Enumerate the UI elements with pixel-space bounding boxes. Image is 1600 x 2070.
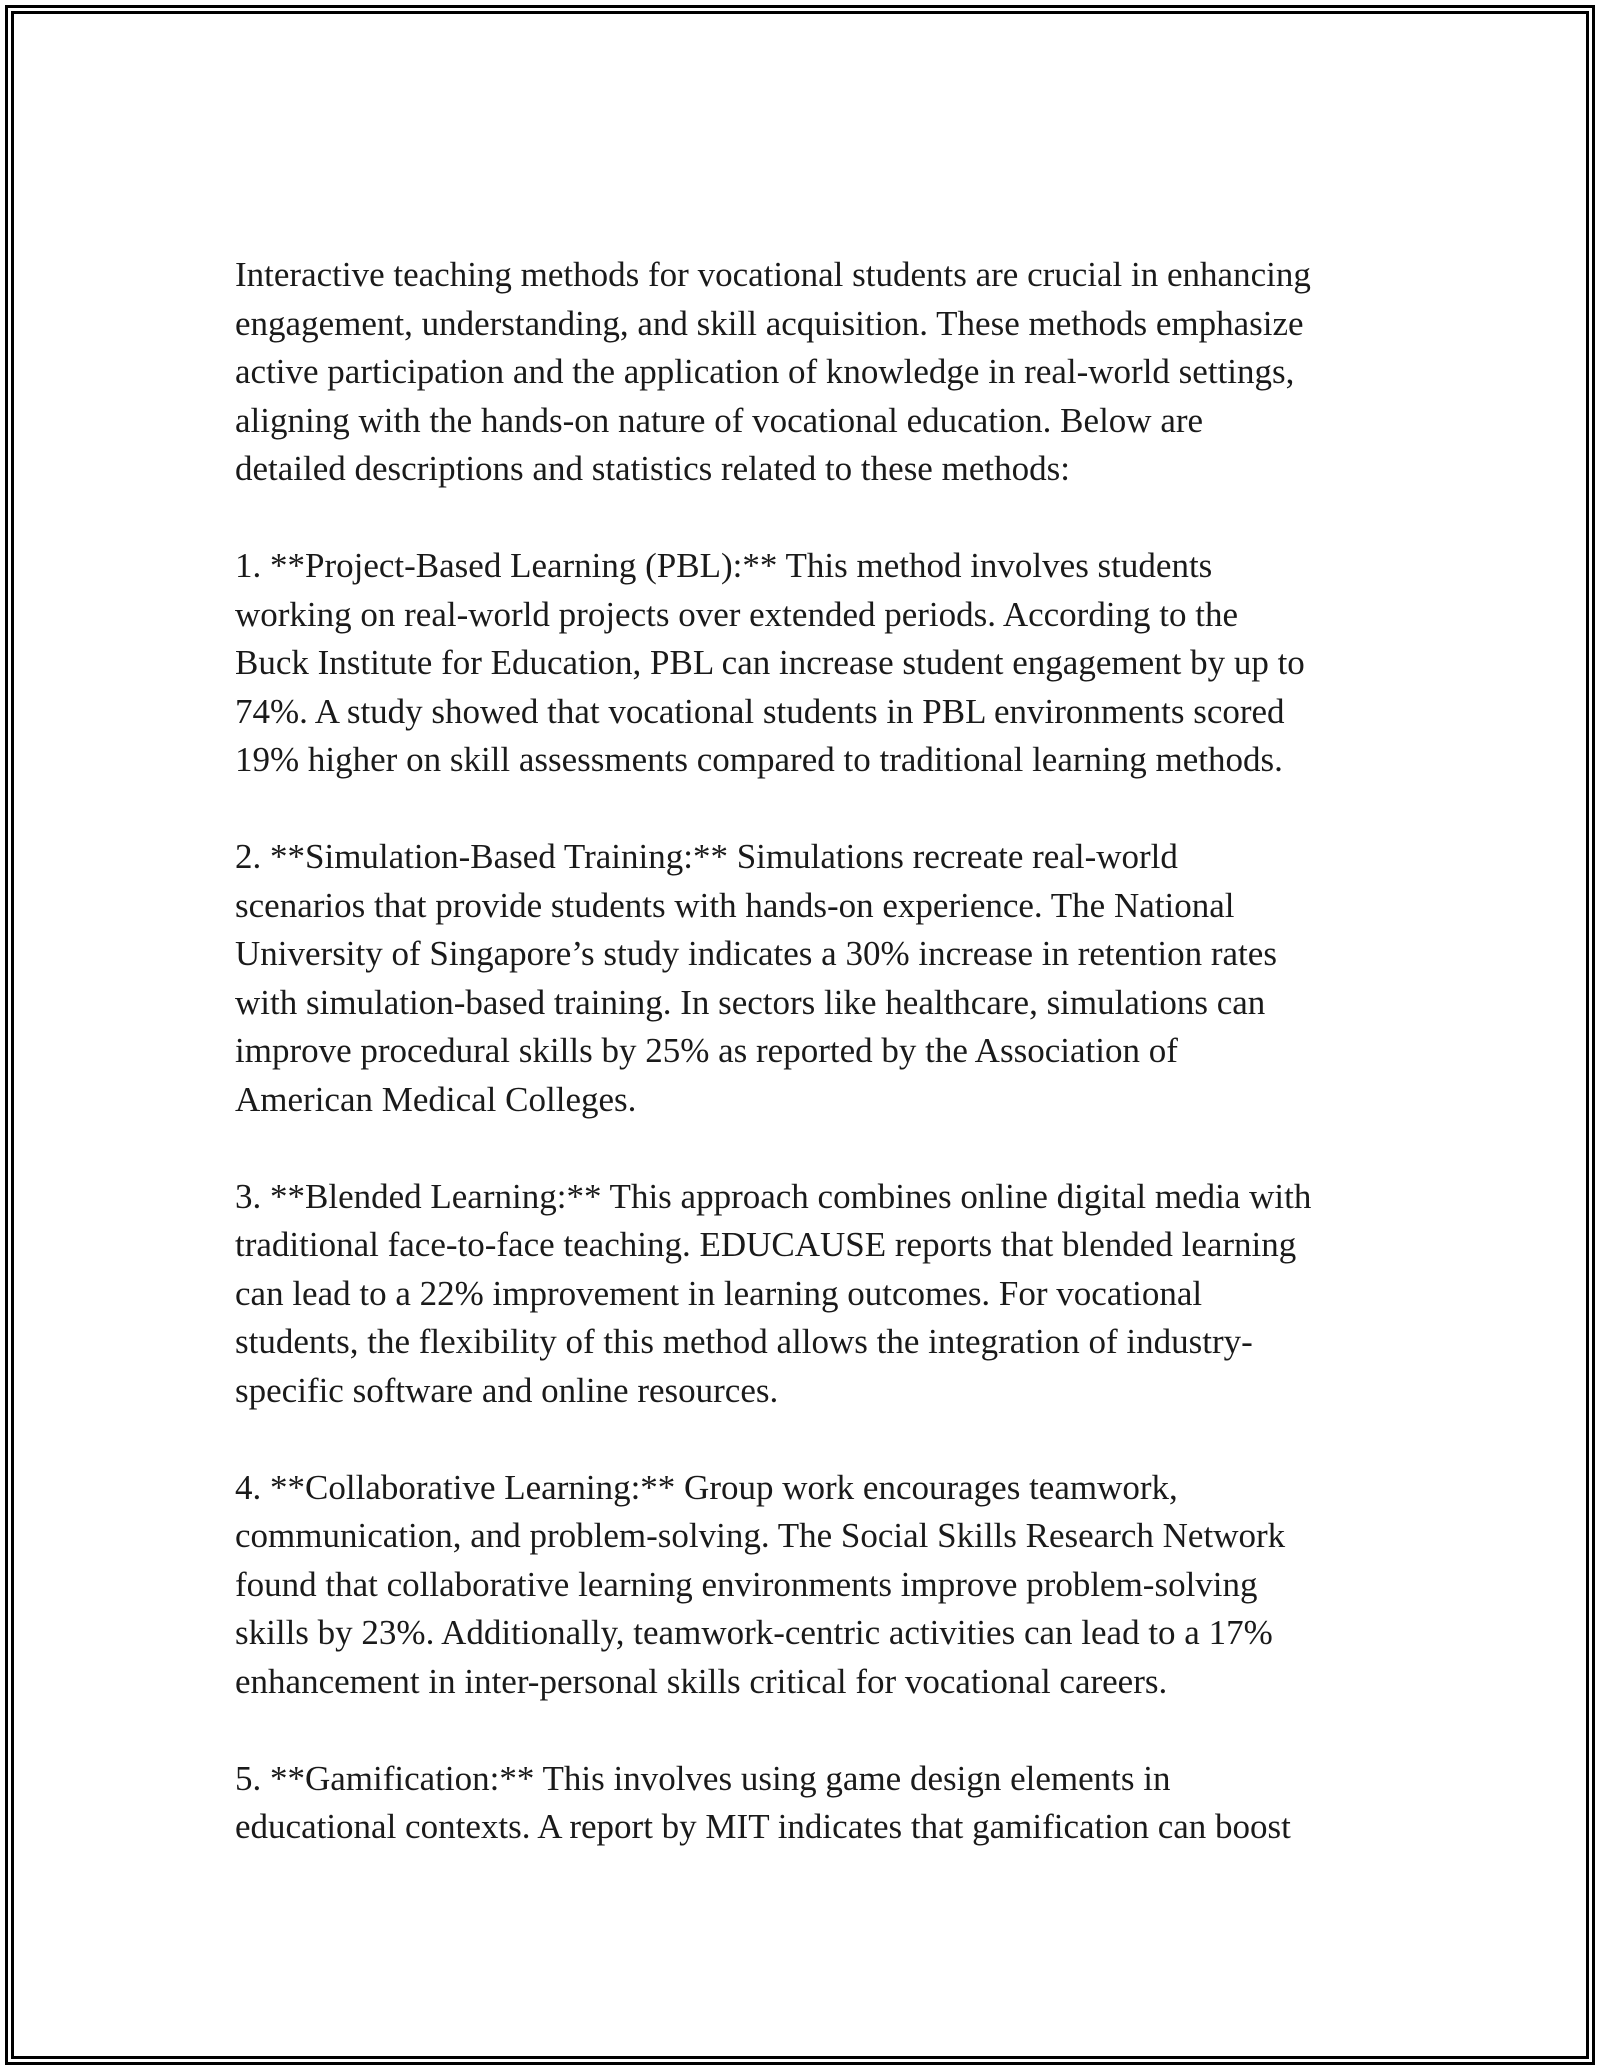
text-line: traditional face-to-face teaching. EDUCAUSE reports that blended learning — [235, 1225, 1297, 1264]
paragraph-blended-learning — [235, 1173, 1370, 1416]
text-line: 3. **Blended Learning:** This approach combines online digital media with — [235, 1176, 1312, 1216]
text-line: scenarios that provide students with hands-on experience. The National — [235, 885, 1235, 925]
text-line: 4. **Collaborative Learning:** Group work encourages teamwork, — [235, 1467, 1178, 1507]
text-line: students, the flexibility of this method allows the integration of industry- — [235, 1322, 1253, 1361]
text-line: American Medical Colleges. — [235, 1079, 637, 1119]
text-line: Buck Institute for Education, PBL can increase student engagement by up to — [235, 643, 1305, 682]
text-line: Interactive teaching methods for vocational students are crucial in enhancing — [235, 255, 1311, 294]
text-line: found that collaborative learning environments improve problem-solving — [235, 1564, 1258, 1604]
paragraph-gap — [235, 1415, 1370, 1464]
paragraph-gap — [235, 1706, 1370, 1755]
paragraph-collaborative-learning — [235, 1464, 1370, 1707]
text-line: engagement, understanding, and skill acquisition. These methods emphasize — [235, 303, 1304, 343]
document-body — [235, 251, 1370, 1852]
text-line: working on real-world projects over extended periods. According to the — [235, 594, 1239, 634]
text-line: skills by 23%. Additionally, teamwork-centric activities can lead to a 17% — [235, 1613, 1273, 1652]
paragraph-simulation-based-training — [235, 833, 1370, 1124]
text-line: aligning with the hands-on nature of vocational education. Below are — [235, 400, 1204, 440]
text-line: University of Singapore’s study indicates a 30% increase in retention rates — [235, 934, 1277, 973]
paragraph-gap — [235, 494, 1370, 543]
paragraph-intro — [235, 251, 1370, 494]
text-line: educational contexts. A report by MIT indicates that gamification can boost — [235, 1807, 1291, 1846]
text-line: can lead to a 22% improvement in learning outcomes. For vocational — [235, 1273, 1203, 1313]
text-line: 5. **Gamification:** This involves using game design elements in — [235, 1758, 1171, 1798]
text-line: specific software and online resources. — [235, 1370, 779, 1410]
text-line: improve procedural skills by 25% as reported by the Association of — [235, 1031, 1178, 1070]
text-line: communication, and problem-solving. The Social Skills Research Network — [235, 1516, 1286, 1555]
text-line: with simulation-based training. In sectors like healthcare, simulations can — [235, 982, 1266, 1022]
text-line: 2. **Simulation-Based Training:** Simulations recreate real-world — [235, 837, 1178, 876]
paragraph-gap — [235, 785, 1370, 834]
paragraph-gap — [235, 1124, 1370, 1173]
paragraph-gamification — [235, 1755, 1370, 1852]
text-line: 1. **Project-Based Learning (PBL):** This method involves students — [235, 546, 1213, 585]
text-line: active participation and the application of knowledge in real-world settings, — [235, 352, 1295, 391]
text-line: 74%. A study showed that vocational students in PBL environments scored — [235, 691, 1285, 731]
text-line: enhancement in inter-personal skills critical for vocational careers. — [235, 1661, 1168, 1701]
paragraph-project-based-learning — [235, 542, 1370, 785]
text-line: 19% higher on skill assessments compared to traditional learning methods. — [235, 740, 1283, 779]
text-line: detailed descriptions and statistics related to these methods: — [235, 449, 1070, 488]
